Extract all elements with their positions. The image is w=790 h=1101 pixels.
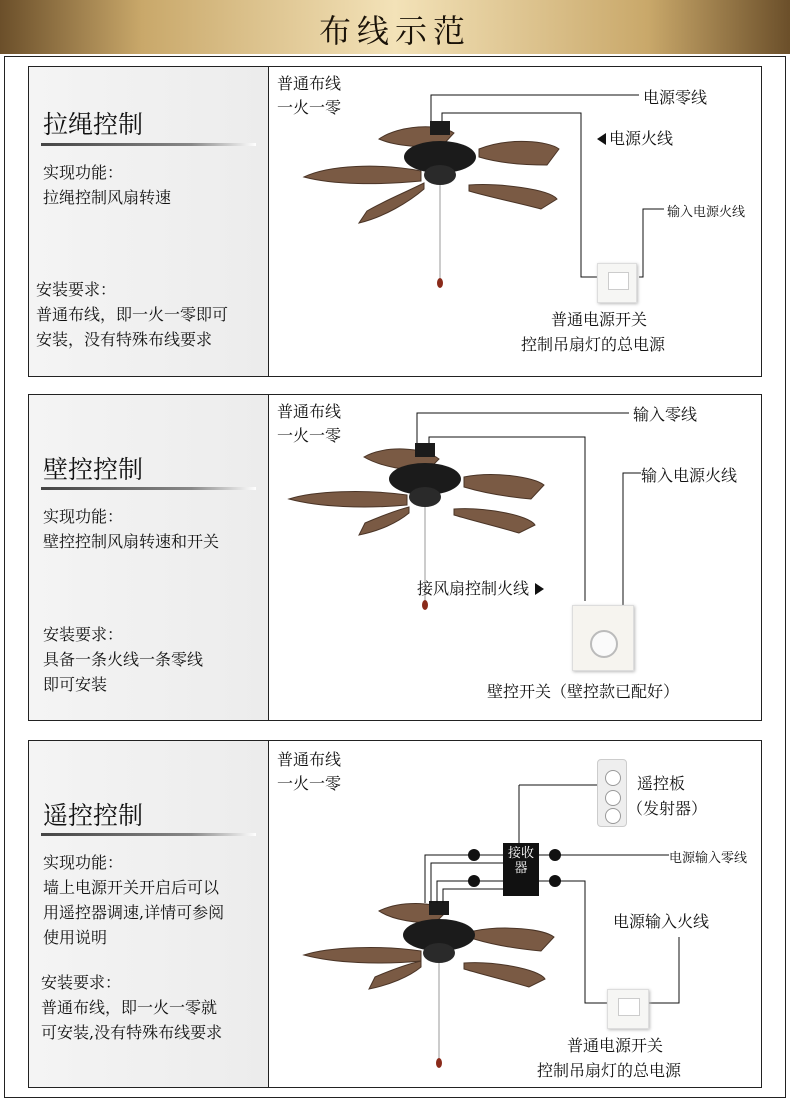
label-input-neutral: 电源输入零线 [669,851,748,866]
wiring-diagram [29,395,761,720]
install-label: 安装要求： [43,625,124,644]
switch-caption: 普通电源开关 [551,310,648,329]
label-fan-live: 接风扇控制火线 [417,576,544,599]
wiring-type: 一火一零 [277,426,342,445]
function-text: 拉绳控制风扇转速 [43,188,172,207]
install-text: 具备一条火线一条零线 [43,650,204,669]
dimmer-knob [590,630,618,658]
switch-caption: 壁控开关（壁控款已配好） [487,682,680,701]
function-label: 实现功能： [43,163,124,182]
wiring-type: 一火一零 [277,774,342,793]
install-text: 可安装,没有特殊布线要求 [41,1023,223,1042]
wall-dimmer-switch [572,605,634,671]
install-text: 普通布线，即一火一零就 [41,998,218,1017]
label-neutral: 电源零线 [643,88,708,107]
wiring-type: 普通布线 [277,74,342,93]
function-text: 使用说明 [43,928,108,947]
panel-heading: 遥控控制 [43,801,144,830]
remote-control [597,759,627,827]
ceiling-fan-icon [304,121,559,288]
label-input-live: 输入电源火线 [641,466,738,485]
switch-caption: 控制吊扇灯的总电源 [537,1061,682,1080]
function-label: 实现功能： [43,507,124,526]
panel-heading: 拉绳控制 [43,110,144,139]
wiring-diagram [29,67,761,376]
wiring-type: 普通布线 [277,750,342,769]
panel-pull-chain [28,66,762,377]
wiring-type: 一火一零 [277,98,342,117]
install-label: 安装要求： [41,973,122,992]
label-input-neutral: 输入零线 [633,405,698,424]
install-text: 普通布线，即一火一零即可 [36,305,229,324]
panel-wall-control [28,394,762,721]
wall-switch [607,989,649,1029]
title-banner [0,0,790,54]
wiring-type: 普通布线 [277,402,342,421]
receiver-box: 接收器 [503,843,539,896]
install-label: 安装要求： [36,280,117,299]
wiring-lines [431,95,664,277]
function-label: 实现功能： [43,853,124,872]
remote-caption: 遥控板 [637,774,686,793]
function-text: 墙上电源开关开启后可以 [43,878,220,897]
panel-heading: 壁控控制 [43,455,144,484]
function-text: 用遥控器调速,详情可参阅 [43,903,225,922]
panel-remote-control [28,740,762,1088]
function-text: 壁控控制风扇转速和开关 [43,532,220,551]
label-input-live: 输入电源火线 [667,205,746,220]
switch-caption: 普通电源开关 [567,1036,664,1055]
wall-switch [597,263,637,303]
install-text: 即可安装 [43,675,108,694]
label-live: 电源火线 [597,126,673,149]
remote-caption: （发射器） [627,799,708,818]
install-text: 安装，没有特殊布线要求 [36,330,213,349]
label-input-live: 电源输入火线 [613,912,710,931]
page-title: 布线示范 [318,12,471,50]
switch-caption: 控制吊扇灯的总电源 [521,335,666,354]
ceiling-fan-icon [304,901,554,1068]
